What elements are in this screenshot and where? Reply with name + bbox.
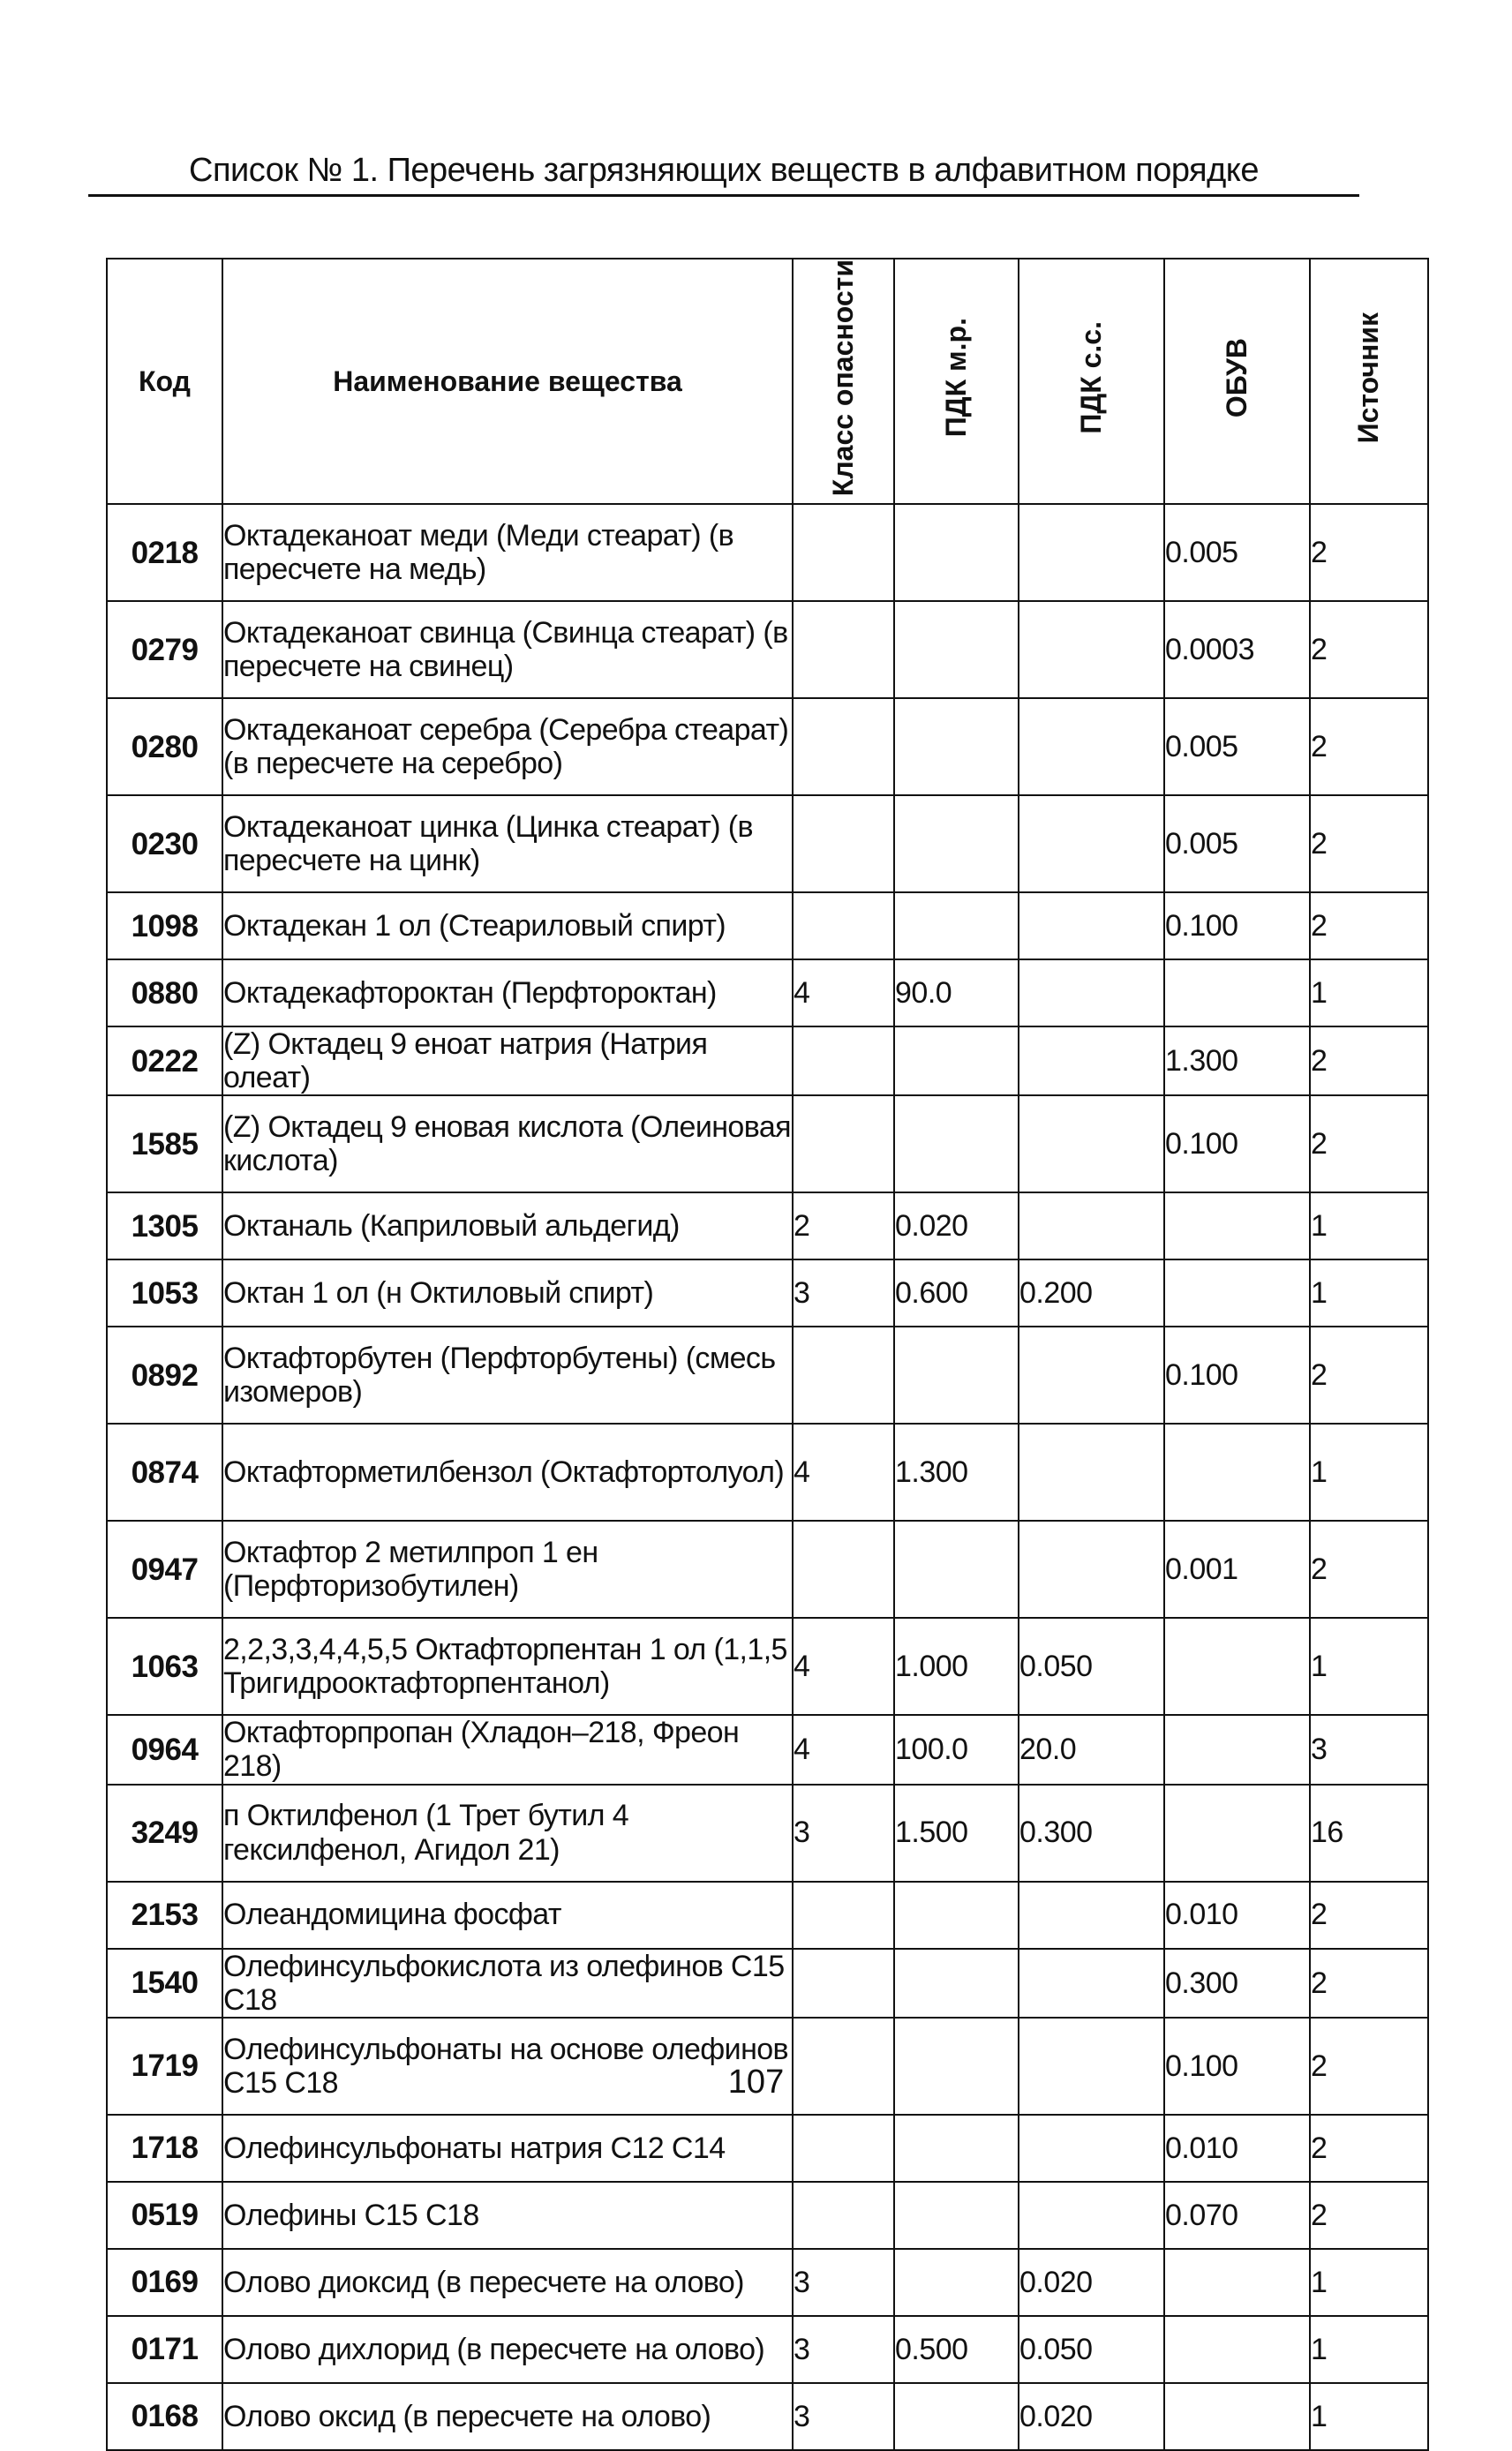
cell-source: 2 (1310, 698, 1428, 795)
cell-name: Октадеканоат цинка (Цинка стеарат) (в пересчете на цинк) (222, 795, 793, 892)
cell-pdk-ss: 0.050 (1019, 1618, 1164, 1715)
header-obuv: ОБУВ (1164, 259, 1310, 504)
cell-obuv: 0.100 (1164, 1327, 1310, 1424)
cell-pdk-ss (1019, 1026, 1164, 1095)
cell-name: Олефинсульфокислота из олефинов C15 C18 (222, 1949, 793, 2018)
cell-code: 1098 (107, 892, 222, 959)
table-row (107, 2316, 1428, 2383)
cell-hazard-class: 3 (793, 1785, 894, 1882)
header-code: Код (107, 259, 222, 504)
header-hazard-class: Класс опасности (793, 259, 894, 504)
cell-pdk-mr: 0.500 (894, 2316, 1019, 2383)
cell-code: 0964 (107, 1715, 222, 1784)
cell-pdk-ss (1019, 892, 1164, 959)
table-row (107, 795, 1428, 892)
cell-hazard-class: 3 (793, 1259, 894, 1327)
cell-hazard-class: 3 (793, 2383, 894, 2450)
cell-source: 1 (1310, 1192, 1428, 1259)
table-row (107, 1192, 1428, 1259)
table-row (107, 1785, 1428, 1882)
cell-pdk-ss: 0.300 (1019, 1785, 1164, 1882)
table-row (107, 1327, 1428, 1424)
cell-obuv: 0.0003 (1164, 601, 1310, 698)
header-name: Наименование вещества (222, 259, 793, 504)
table-row (107, 2383, 1428, 2450)
cell-code: 0230 (107, 795, 222, 892)
cell-pdk-mr: 100.0 (894, 1715, 1019, 1784)
cell-hazard-class: 3 (793, 2316, 894, 2383)
cell-obuv (1164, 1618, 1310, 1715)
title-rule (88, 194, 1359, 197)
cell-code: 0280 (107, 698, 222, 795)
cell-pdk-ss (1019, 1424, 1164, 1521)
cell-pdk-mr (894, 1095, 1019, 1192)
cell-pdk-ss (1019, 1882, 1164, 1949)
cell-code: 0880 (107, 959, 222, 1026)
table-row (107, 2115, 1428, 2182)
cell-pdk-ss (1019, 1192, 1164, 1259)
cell-obuv (1164, 2383, 1310, 2450)
cell-obuv: 0.010 (1164, 2115, 1310, 2182)
cell-hazard-class: 4 (793, 1424, 894, 1521)
cell-name: Октадеканоат свинца (Свинца стеарат) (в пересчете на свинец) (222, 601, 793, 698)
header-row (107, 259, 1428, 504)
cell-pdk-ss (1019, 1095, 1164, 1192)
cell-source: 2 (1310, 2115, 1428, 2182)
cell-name: Олефины C15 C18 (222, 2182, 793, 2249)
cell-hazard-class: 4 (793, 1618, 894, 1715)
cell-pdk-ss: 0.020 (1019, 2383, 1164, 2450)
cell-source: 2 (1310, 1327, 1428, 1424)
cell-name: Октафторпропан (Хладон–218, Фреон 218) (222, 1715, 793, 1784)
cell-hazard-class (793, 1949, 894, 2018)
cell-source: 3 (1310, 1715, 1428, 1784)
cell-pdk-ss (1019, 601, 1164, 698)
cell-source: 1 (1310, 2249, 1428, 2316)
cell-hazard-class: 4 (793, 959, 894, 1026)
table-row (107, 504, 1428, 601)
page-title: Список № 1. Перечень загрязняющих веществ в алфавитном порядке (189, 152, 1259, 189)
cell-code: 0874 (107, 1424, 222, 1521)
table-row (107, 1424, 1428, 1521)
cell-hazard-class (793, 1327, 894, 1424)
cell-obuv: 0.010 (1164, 1882, 1310, 1949)
cell-obuv: 0.005 (1164, 504, 1310, 601)
table-row (107, 2249, 1428, 2316)
cell-code: 0218 (107, 504, 222, 601)
cell-hazard-class (793, 601, 894, 698)
cell-hazard-class (793, 2115, 894, 2182)
cell-hazard-class (793, 1882, 894, 1949)
cell-obuv (1164, 2316, 1310, 2383)
cell-name: Октаналь (Каприловый альдегид) (222, 1192, 793, 1259)
cell-obuv: 0.100 (1164, 2018, 1310, 2115)
cell-obuv: 0.005 (1164, 698, 1310, 795)
cell-code: 0171 (107, 2316, 222, 2383)
cell-source: 2 (1310, 892, 1428, 959)
cell-pdk-mr (894, 601, 1019, 698)
cell-hazard-class: 4 (793, 1715, 894, 1784)
cell-source: 2 (1310, 1882, 1428, 1949)
cell-pdk-mr (894, 1327, 1019, 1424)
cell-code: 1053 (107, 1259, 222, 1327)
table-row (107, 601, 1428, 698)
cell-name: Олефинсульфонаты на основе олефинов C15 C18 (222, 2018, 793, 2115)
table-row (107, 1521, 1428, 1618)
cell-pdk-mr (894, 2182, 1019, 2249)
table-row (107, 1882, 1428, 1949)
cell-hazard-class (793, 1095, 894, 1192)
cell-pdk-mr (894, 2115, 1019, 2182)
cell-name: Октафторметилбензол (Октафтортолуол) (222, 1424, 793, 1521)
cell-name: Олово оксид (в пересчете на олово) (222, 2383, 793, 2450)
cell-name: (Z) Октадец 9 еновая кислота (Олеиновая кислота) (222, 1095, 793, 1192)
cell-pdk-mr (894, 504, 1019, 601)
cell-obuv: 0.100 (1164, 1095, 1310, 1192)
cell-hazard-class: 3 (793, 2249, 894, 2316)
cell-pdk-mr: 1.000 (894, 1618, 1019, 1715)
cell-obuv (1164, 2249, 1310, 2316)
cell-name: Олово диоксид (в пересчете на олово) (222, 2249, 793, 2316)
cell-pdk-ss (1019, 795, 1164, 892)
cell-name: Октадеканоат меди (Меди стеарат) (в пересчете на медь) (222, 504, 793, 601)
cell-code: 1540 (107, 1949, 222, 2018)
cell-name: Олефинсульфонаты натрия C12 C14 (222, 2115, 793, 2182)
cell-obuv (1164, 1192, 1310, 1259)
cell-code: 0892 (107, 1327, 222, 1424)
cell-code: 0947 (107, 1521, 222, 1618)
table-row (107, 1026, 1428, 1095)
cell-pdk-mr (894, 795, 1019, 892)
cell-pdk-mr (894, 1949, 1019, 2018)
cell-pdk-ss: 0.200 (1019, 1259, 1164, 1327)
cell-source: 2 (1310, 504, 1428, 601)
cell-obuv (1164, 1424, 1310, 1521)
cell-hazard-class (793, 2182, 894, 2249)
cell-pdk-ss (1019, 1327, 1164, 1424)
header-pdk-ss: ПДК с.с. (1019, 259, 1164, 504)
cell-pdk-mr (894, 1026, 1019, 1095)
cell-source: 2 (1310, 795, 1428, 892)
table-row (107, 959, 1428, 1026)
cell-obuv: 1.300 (1164, 1026, 1310, 1095)
cell-name: Октафтор 2 метилпроп 1 ен (Перфторизобутилен) (222, 1521, 793, 1618)
cell-code: 1719 (107, 2018, 222, 2115)
table-body (107, 504, 1428, 2449)
cell-source: 1 (1310, 1618, 1428, 1715)
cell-source: 16 (1310, 1785, 1428, 1882)
cell-pdk-ss (1019, 2182, 1164, 2249)
cell-name: (Z) Октадец 9 еноат натрия (Натрия олеат) (222, 1026, 793, 1095)
cell-pdk-ss: 0.020 (1019, 2249, 1164, 2316)
cell-name: Октан 1 ол (н Октиловый спирт) (222, 1259, 793, 1327)
cell-pdk-ss (1019, 2115, 1164, 2182)
cell-pdk-mr (894, 1521, 1019, 1618)
cell-code: 3249 (107, 1785, 222, 1882)
table-row (107, 892, 1428, 959)
cell-obuv (1164, 1715, 1310, 1784)
table-row (107, 1095, 1428, 1192)
cell-name: Октадеканоат серебра (Серебра стеарат) (в пересчете на серебро) (222, 698, 793, 795)
cell-code: 1585 (107, 1095, 222, 1192)
cell-code: 1305 (107, 1192, 222, 1259)
cell-hazard-class (793, 1521, 894, 1618)
cell-source: 2 (1310, 601, 1428, 698)
table-row (107, 1259, 1428, 1327)
cell-pdk-mr: 0.600 (894, 1259, 1019, 1327)
cell-pdk-ss: 20.0 (1019, 1715, 1164, 1784)
cell-source: 1 (1310, 2383, 1428, 2450)
cell-pdk-mr (894, 698, 1019, 795)
cell-source: 2 (1310, 2182, 1428, 2249)
cell-code: 0169 (107, 2249, 222, 2316)
cell-pdk-mr: 1.500 (894, 1785, 1019, 1882)
header-pdk-mr: ПДК м.р. (894, 259, 1019, 504)
cell-name: Октадекафтороктан (Перфтороктан) (222, 959, 793, 1026)
cell-pdk-mr: 90.0 (894, 959, 1019, 1026)
cell-code: 1063 (107, 1618, 222, 1715)
cell-hazard-class (793, 698, 894, 795)
cell-source: 2 (1310, 1521, 1428, 1618)
cell-code: 2153 (107, 1882, 222, 1949)
cell-source: 1 (1310, 2316, 1428, 2383)
cell-source: 2 (1310, 2018, 1428, 2115)
table-row (107, 1715, 1428, 1784)
cell-obuv (1164, 959, 1310, 1026)
cell-hazard-class (793, 795, 894, 892)
cell-pdk-ss (1019, 959, 1164, 1026)
substances-table (106, 258, 1429, 2451)
cell-source: 2 (1310, 1949, 1428, 2018)
cell-hazard-class (793, 1026, 894, 1095)
cell-obuv: 0.300 (1164, 1949, 1310, 2018)
cell-obuv (1164, 1785, 1310, 1882)
page-number: 107 (727, 2064, 785, 2101)
cell-pdk-mr (894, 2249, 1019, 2316)
cell-obuv (1164, 1259, 1310, 1327)
cell-source: 2 (1310, 1026, 1428, 1095)
cell-code: 1718 (107, 2115, 222, 2182)
table-row (107, 1949, 1428, 2018)
cell-hazard-class: 2 (793, 1192, 894, 1259)
cell-pdk-ss (1019, 698, 1164, 795)
cell-hazard-class (793, 504, 894, 601)
table-row (107, 2182, 1428, 2249)
cell-name: п Октилфенол (1 Трет бутил 4 гексилфенол, Агидол 21) (222, 1785, 793, 1882)
cell-source: 1 (1310, 959, 1428, 1026)
cell-code: 0168 (107, 2383, 222, 2450)
cell-hazard-class (793, 892, 894, 959)
table-row (107, 698, 1428, 795)
cell-name: Октадекан 1 ол (Стеариловый спирт) (222, 892, 793, 959)
cell-name: 2,2,3,3,4,4,5,5 Октафторпентан 1 ол (1,1,5 Тригидрооктафторпентанол) (222, 1618, 793, 1715)
cell-source: 2 (1310, 1095, 1428, 1192)
cell-pdk-mr: 1.300 (894, 1424, 1019, 1521)
cell-pdk-ss (1019, 504, 1164, 601)
cell-pdk-ss: 0.050 (1019, 2316, 1164, 2383)
cell-obuv: 0.070 (1164, 2182, 1310, 2249)
header-source: Источник (1310, 259, 1428, 504)
cell-pdk-mr (894, 2383, 1019, 2450)
cell-name: Олеандомицина фосфат (222, 1882, 793, 1949)
cell-source: 1 (1310, 1259, 1428, 1327)
cell-pdk-mr (894, 1882, 1019, 1949)
cell-code: 0279 (107, 601, 222, 698)
cell-pdk-mr: 0.020 (894, 1192, 1019, 1259)
cell-pdk-ss (1019, 1949, 1164, 2018)
table-row (107, 1618, 1428, 1715)
cell-source: 1 (1310, 1424, 1428, 1521)
cell-name: Олово дихлорид (в пересчете на олово) (222, 2316, 793, 2383)
cell-obuv: 0.005 (1164, 795, 1310, 892)
cell-pdk-mr (894, 892, 1019, 959)
cell-code: 0222 (107, 1026, 222, 1095)
cell-name: Октафторбутен (Перфторбутены) (смесь изомеров) (222, 1327, 793, 1424)
cell-pdk-ss (1019, 1521, 1164, 1618)
cell-obuv: 0.100 (1164, 892, 1310, 959)
cell-obuv: 0.001 (1164, 1521, 1310, 1618)
cell-code: 0519 (107, 2182, 222, 2249)
